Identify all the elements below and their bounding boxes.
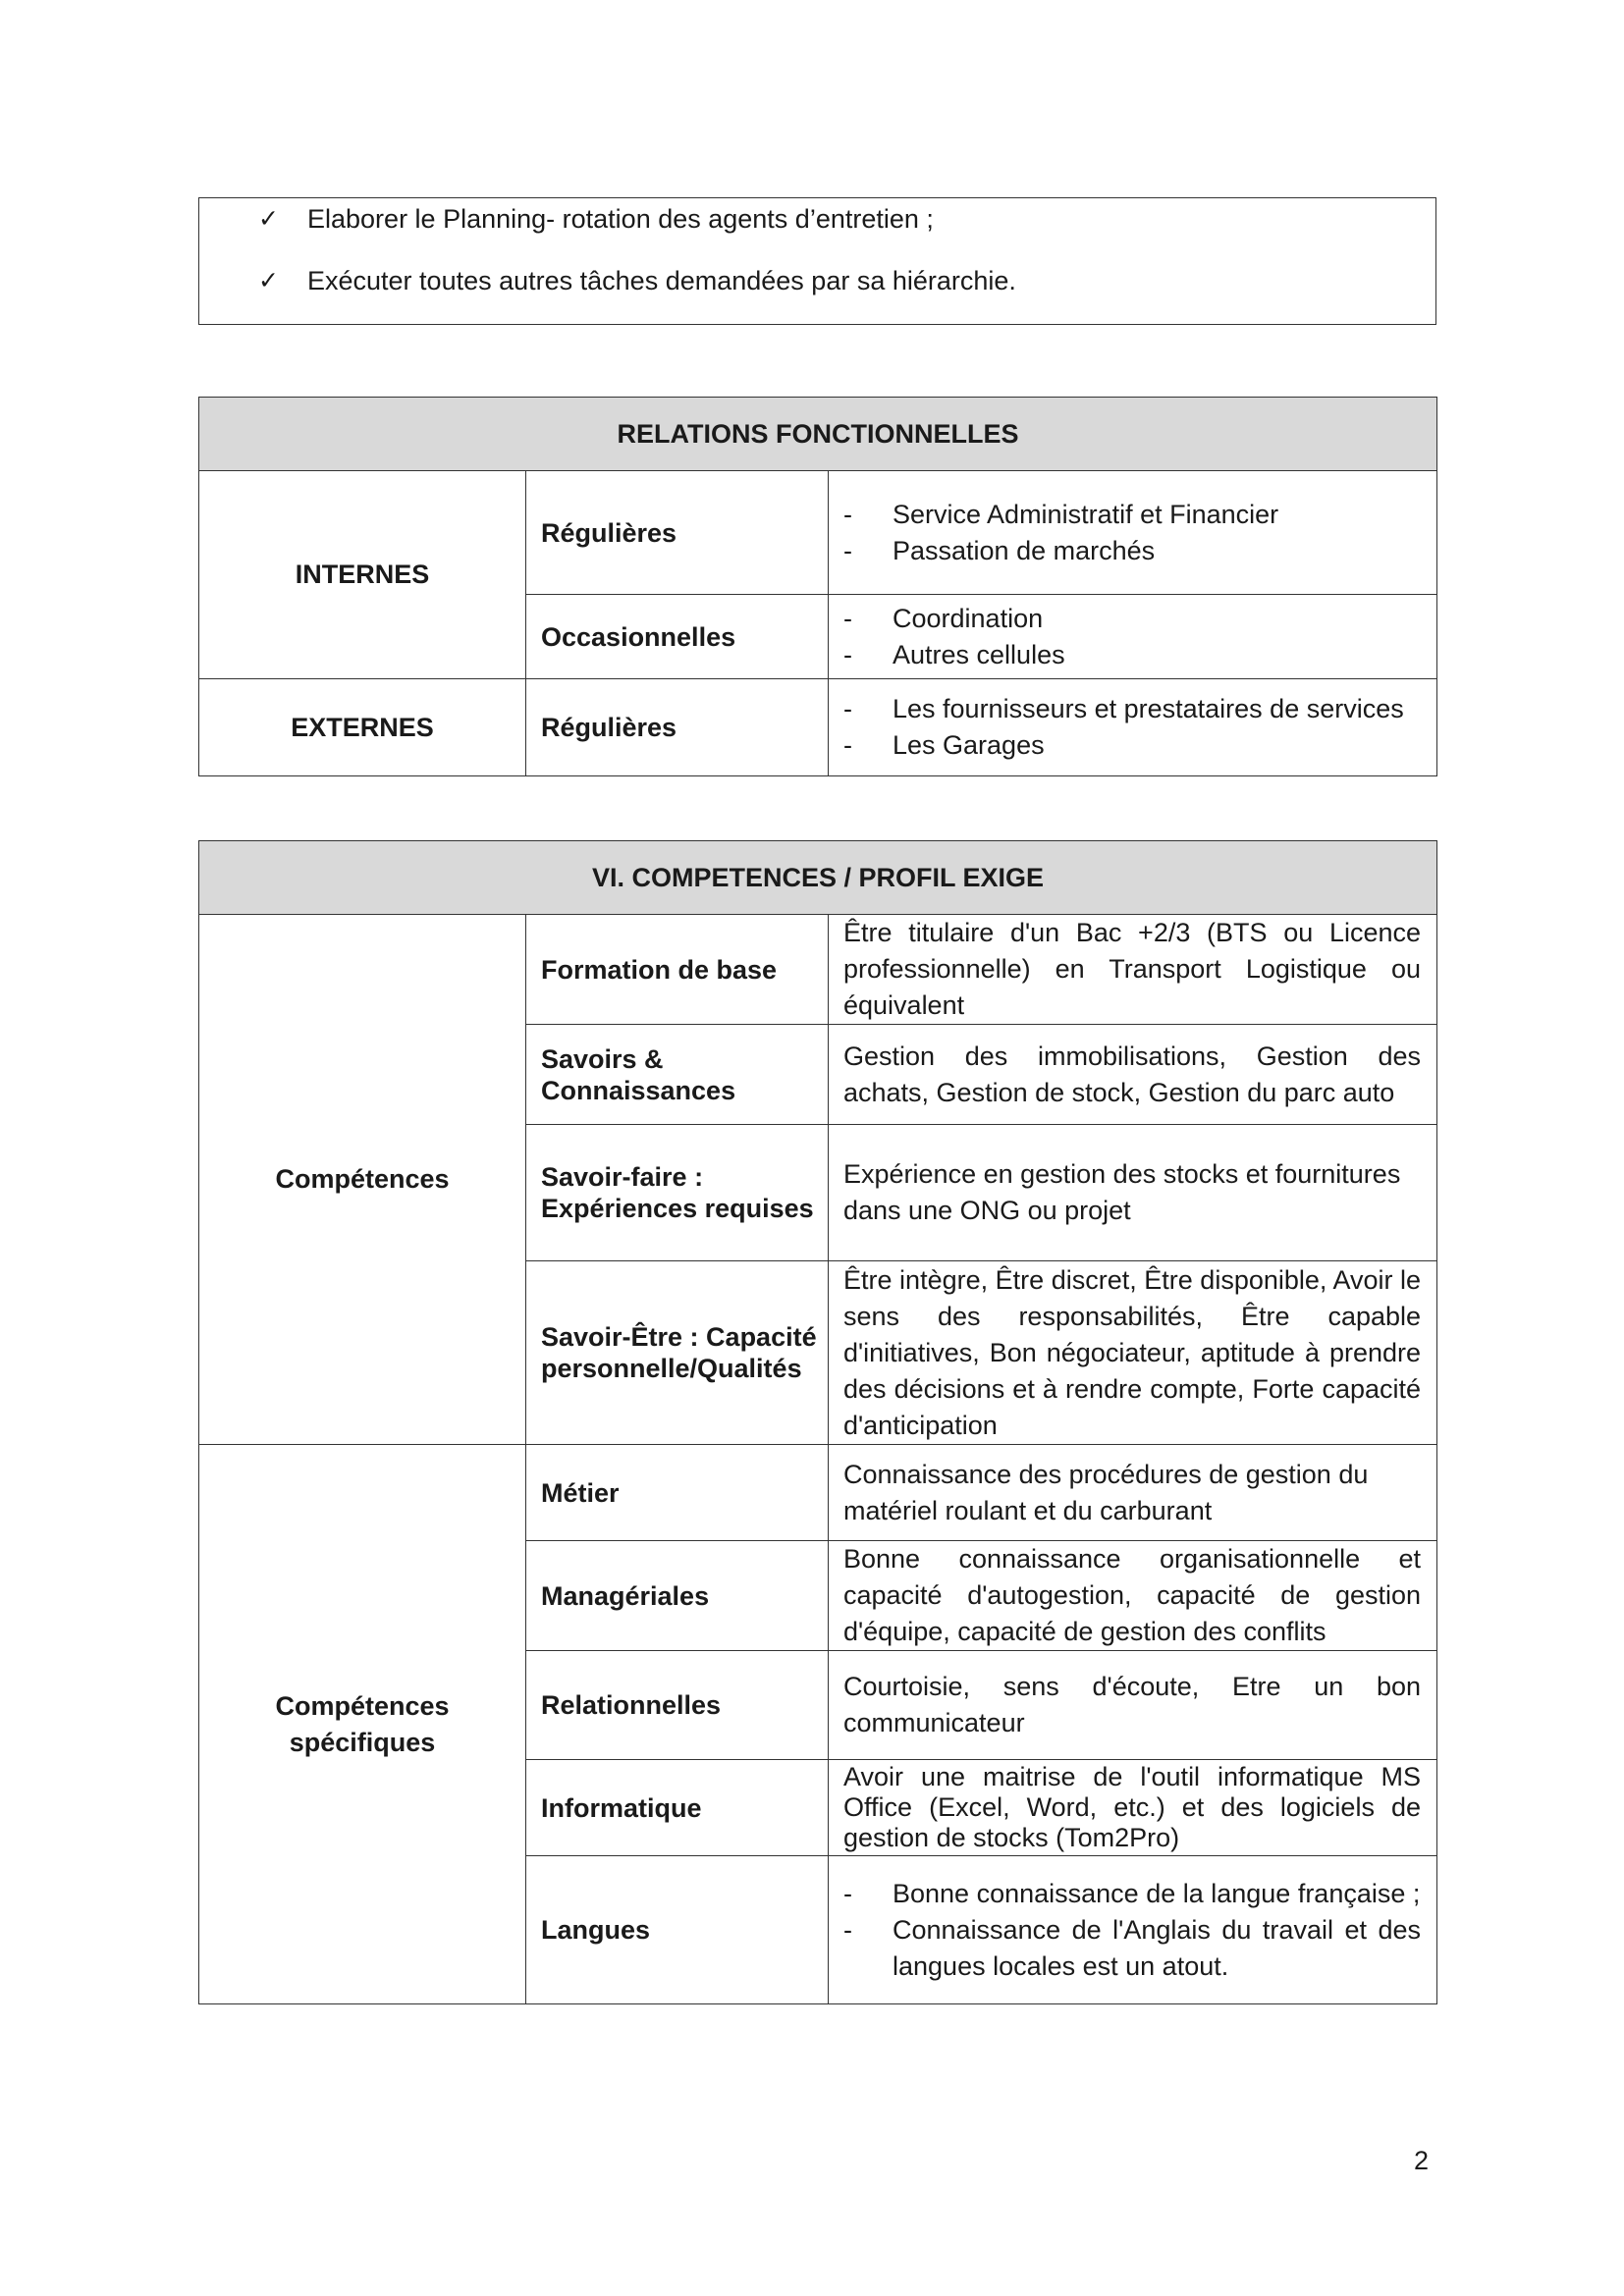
competences-title: VI. COMPETENCES / PROFIL EXIGE bbox=[199, 841, 1437, 915]
list-item: - Connaissance de l'Anglais du travail et des langues locales est un atout. bbox=[843, 1914, 1422, 1981]
tasks-box bbox=[198, 197, 1436, 325]
internes-label: INTERNES bbox=[199, 471, 526, 679]
metier-value: Connaissance des procédures de gestion du matériel roulant et du carburant bbox=[829, 1445, 1437, 1541]
list-item: - Bonne connaissance de la langue française ; bbox=[843, 1878, 1421, 1908]
list-item: - Service Administratif et Financier bbox=[843, 499, 1279, 529]
savoir-faire-label: Savoir-faire : Expériences requises bbox=[526, 1125, 829, 1261]
savoir-faire-value: Expérience en gestion des stocks et fournitures dans une ONG ou projet bbox=[829, 1125, 1437, 1261]
savoir-etre-label: Savoir-Être : Capacité personnelle/Qualités bbox=[526, 1261, 829, 1445]
relationnelles-label: Relationnelles bbox=[526, 1651, 829, 1760]
task-text: Elaborer le Planning- rotation des agents d’entretien ; bbox=[307, 204, 934, 234]
manageriales-label: Managériales bbox=[526, 1541, 829, 1651]
checkmark-icon: ✓ bbox=[258, 204, 279, 233]
competences-specifiques-label: Compétences spécifiques bbox=[199, 1445, 526, 2004]
internes-occasionnelles-list bbox=[829, 595, 1437, 679]
relations-table bbox=[198, 397, 1437, 776]
page-number: 2 bbox=[1414, 2146, 1430, 2175]
formation-label: Formation de base bbox=[526, 915, 829, 1025]
list-item: - Passation de marchés bbox=[843, 535, 1156, 565]
relations-title: RELATIONS FONCTIONNELLES bbox=[199, 398, 1437, 471]
metier-label: Métier bbox=[526, 1445, 829, 1541]
list-item: - Les fournisseurs et prestataires de services bbox=[843, 694, 1404, 723]
formation-value: Être titulaire d'un Bac +2/3 (BTS ou Licence professionnelle) en Transport Logistique ou équivalent bbox=[829, 915, 1437, 1025]
list-item: - Coordination bbox=[843, 603, 1044, 633]
externes-regulieres-list bbox=[829, 679, 1437, 776]
list-item: - Les Garages bbox=[843, 730, 1045, 760]
savoirs-value: Gestion des immobilisations, Gestion des achats, Gestion de stock, Gestion du parc auto bbox=[829, 1025, 1437, 1125]
list-item: - Autres cellules bbox=[843, 639, 1065, 669]
langues-label: Langues bbox=[526, 1856, 829, 2004]
savoirs-label: Savoirs & Connaissances bbox=[526, 1025, 829, 1125]
internes-regulieres-label: Régulières bbox=[526, 471, 829, 595]
internes-occasionnelles-label: Occasionnelles bbox=[526, 595, 829, 679]
checkmark-icon: ✓ bbox=[258, 266, 279, 294]
externes-label: EXTERNES bbox=[199, 679, 526, 776]
savoir-etre-value: Être intègre, Être discret, Être disponible, Avoir le sens des responsabilités, Être capable d'initiatives, Bon négociateur, aptitude à prendre des décisions et à rendre compte, Forte capacité d'anticipation bbox=[829, 1261, 1437, 1445]
informatique-label: Informatique bbox=[526, 1760, 829, 1856]
relationnelles-value: Courtoisie, sens d'écoute, Etre un bon communicateur bbox=[829, 1651, 1437, 1760]
task-text: Exécuter toutes autres tâches demandées par sa hiérarchie. bbox=[307, 266, 1016, 295]
informatique-value: Avoir une maitrise de l'outil informatique MS Office (Excel, Word, etc.) et des logiciels de gestion de stocks (Tom2Pro) bbox=[829, 1760, 1437, 1856]
langues-list bbox=[829, 1856, 1437, 2004]
manageriales-value: Bonne connaissance organisationnelle et capacité d'autogestion, capacité de gestion d'équipe, capacité de gestion des conflits bbox=[829, 1541, 1437, 1651]
competences-table bbox=[198, 840, 1437, 2004]
competences-label: Compétences bbox=[199, 915, 526, 1445]
externes-regulieres-label: Régulières bbox=[526, 679, 829, 776]
internes-regulieres-list bbox=[829, 471, 1437, 595]
